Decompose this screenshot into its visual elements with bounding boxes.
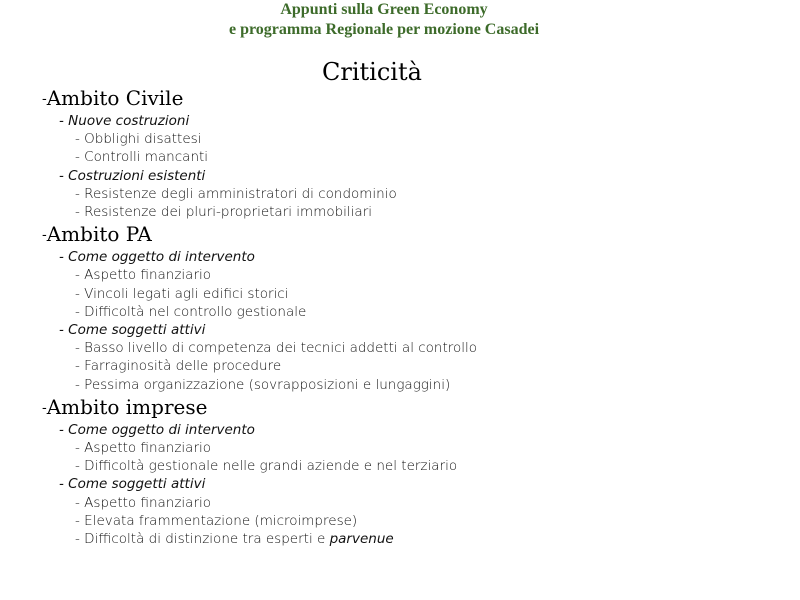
section-title: -Ambito PA (42, 222, 152, 247)
section-title: -Ambito imprese (42, 394, 208, 419)
group-label: - Come oggetto di intervento (59, 249, 255, 266)
outline (42, 85, 762, 548)
list-item: - Difficoltà gestionale nelle grandi aziende e nel terziario (75, 458, 458, 475)
list-item: - Pessima organizzazione (sovrapposizioni e lungaggini) (75, 376, 451, 393)
list-item: - Difficoltà di distinzione tra esperti e parvenue (75, 531, 394, 548)
group-label: - Come soggetti attivi (59, 476, 206, 493)
group-label: - Come oggetto di intervento (59, 421, 255, 438)
list-item: - Resistenze dei pluri-proprietari immobiliari (75, 204, 372, 221)
page-title: Criticità (322, 58, 422, 86)
list-item: - Obblighi disattesi (75, 131, 202, 148)
group-label: - Come soggetti attivi (59, 322, 206, 339)
list-item: - Resistenze degli amministratori di condominio (75, 185, 397, 202)
list-item: - Vincoli legati agli edifici storici (75, 285, 289, 302)
italic-term: parvenue (329, 531, 394, 548)
list-item: - Aspetto finanziario (75, 494, 212, 511)
section-title: -Ambito Civile (42, 86, 184, 110)
list-item: - Aspetto finanziario (75, 440, 212, 457)
list-item: - Basso livello di competenza dei tecnici addetti al controllo (75, 340, 478, 357)
section-ambito-pa (42, 221, 762, 394)
document-header (0, 0, 768, 40)
section-ambito-civile (42, 85, 762, 221)
header-line-2: e programma Regionale per mozione Casadei (228, 21, 540, 38)
group-label: - Costruzioni esistenti (59, 167, 206, 184)
list-item: - Aspetto finanziario (75, 267, 212, 284)
list-item: - Controlli mancanti (75, 149, 209, 166)
list-item: - Elevata frammentazione (microimprese) (75, 512, 358, 529)
header-line-1: Appunti sulla Green Economy (280, 1, 488, 18)
group-label: - Nuove costruzioni (59, 113, 190, 129)
list-item: - Farraginosità delle procedure (75, 358, 282, 375)
section-ambito-imprese (42, 394, 762, 548)
list-item: - Difficoltà nel controllo gestionale (75, 303, 307, 320)
